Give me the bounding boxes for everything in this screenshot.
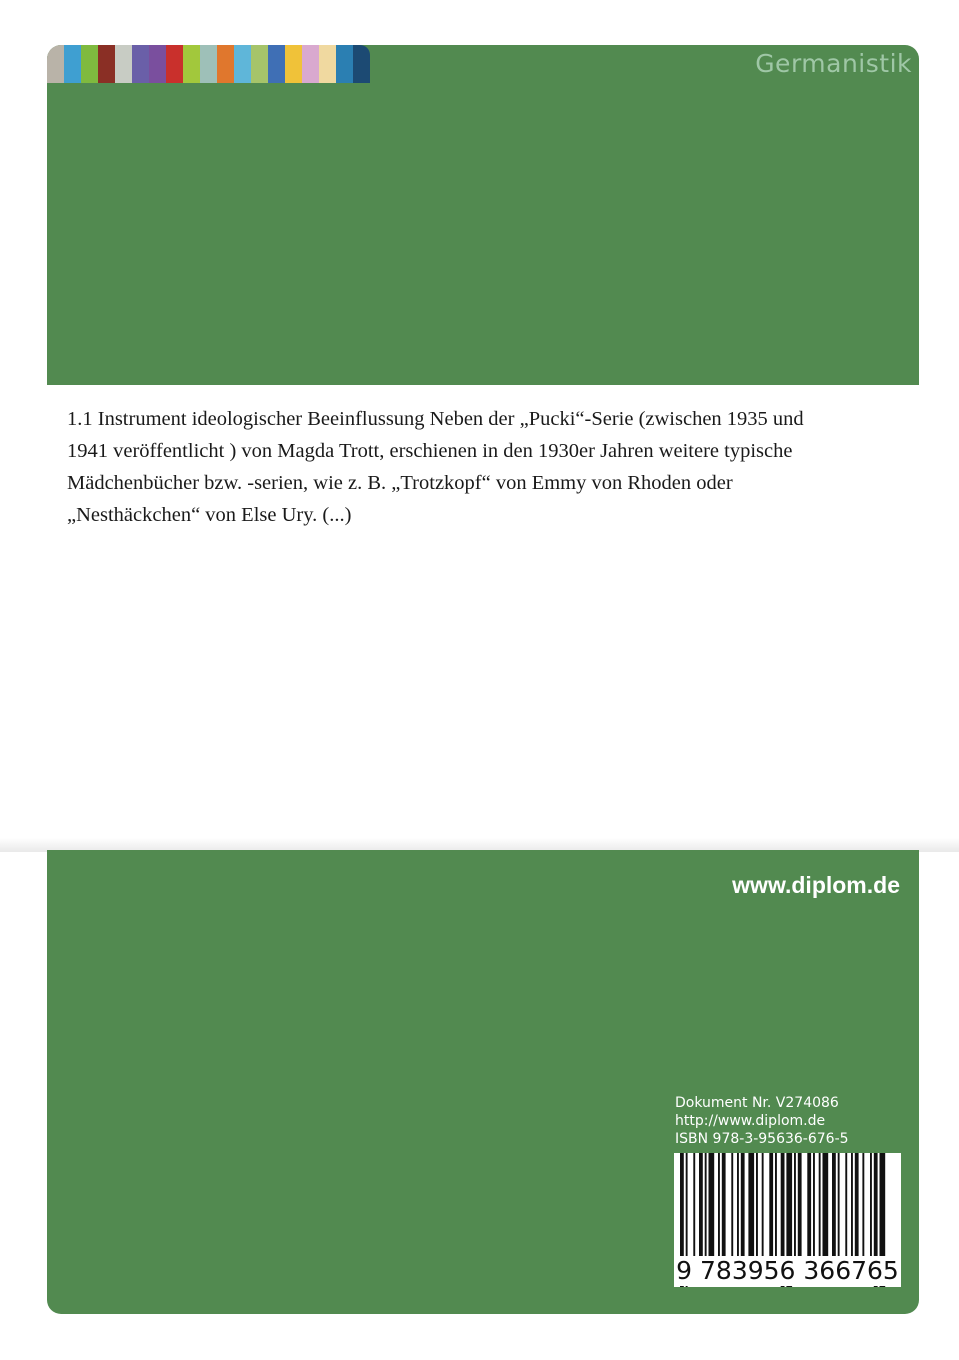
book-blurb: 1.1 Instrument ideologischer Beeinflussung Neben der „Pucki“-Serie (zwischen 1935 und 1941 veröffentlicht ) von Magda Trott, erschienen in den 1930er Jahren weitere typische Mädchenbücher bzw. -serien, wie z. B. „Trotzkopf“ von Emmy von Rhoden oder „Nesthäckchen“ von Else Ury. (...) [67,408,804,526]
barcode-bar [769,1153,773,1263]
color-stripe [234,45,251,83]
color-stripe [319,45,336,83]
barcode-bar [722,1153,726,1263]
barcode-bar [718,1153,720,1263]
document-url: http://www.diplom.de [675,1113,826,1129]
barcode-bar [807,1153,811,1263]
publisher-website: www.diplom.de [732,872,900,898]
color-stripe [81,45,98,83]
isbn-barcode [674,1153,901,1287]
color-stripe [115,45,132,83]
barcode-bar [838,1153,840,1263]
document-info [675,1094,849,1148]
color-stripe [268,45,285,83]
color-stripe [47,45,64,83]
barcode-digits: 9 783956 366765 [674,1256,901,1286]
document-number: Dokument Nr. V274086 [675,1095,839,1111]
barcode-bar [709,1153,715,1263]
barcode-bar [741,1153,745,1263]
barcode-bar [737,1153,739,1263]
color-stripe [353,45,370,83]
barcode-bar [775,1153,777,1263]
barcode-bar [731,1153,733,1263]
color-stripe-band [47,45,370,83]
color-stripe [302,45,319,83]
barcode-bar [823,1153,829,1263]
color-stripe [217,45,234,83]
barcode-bar [798,1153,802,1263]
barcode-bar [832,1153,836,1263]
barcode-bar [705,1153,707,1263]
color-stripe [64,45,81,83]
color-stripe [98,45,115,83]
barcode-bar [862,1153,864,1263]
barcode-bar [845,1153,847,1263]
color-stripe [285,45,302,83]
color-stripe [166,45,183,83]
barcode-bar [748,1153,754,1263]
top-cover-panel [47,45,919,385]
color-stripe [336,45,353,83]
barcode-bar [855,1153,859,1263]
barcode-bar [699,1153,703,1263]
color-stripe [149,45,166,83]
isbn-number: ISBN 978-3-95636-676-5 [675,1131,849,1147]
barcode-bar [813,1153,815,1263]
color-stripe [200,45,217,83]
series-label: Germanistik [755,49,912,78]
barcode-bar [851,1153,853,1263]
barcode-bar [756,1153,758,1263]
barcode-bar [693,1153,695,1263]
barcode-bar [762,1153,764,1263]
barcode-bar [870,1153,872,1263]
color-stripe [251,45,268,83]
color-stripe [183,45,200,83]
barcode-bar [819,1153,821,1263]
color-stripe [132,45,149,83]
bottom-cover-panel [47,850,919,1314]
barcode-bar [794,1153,796,1263]
